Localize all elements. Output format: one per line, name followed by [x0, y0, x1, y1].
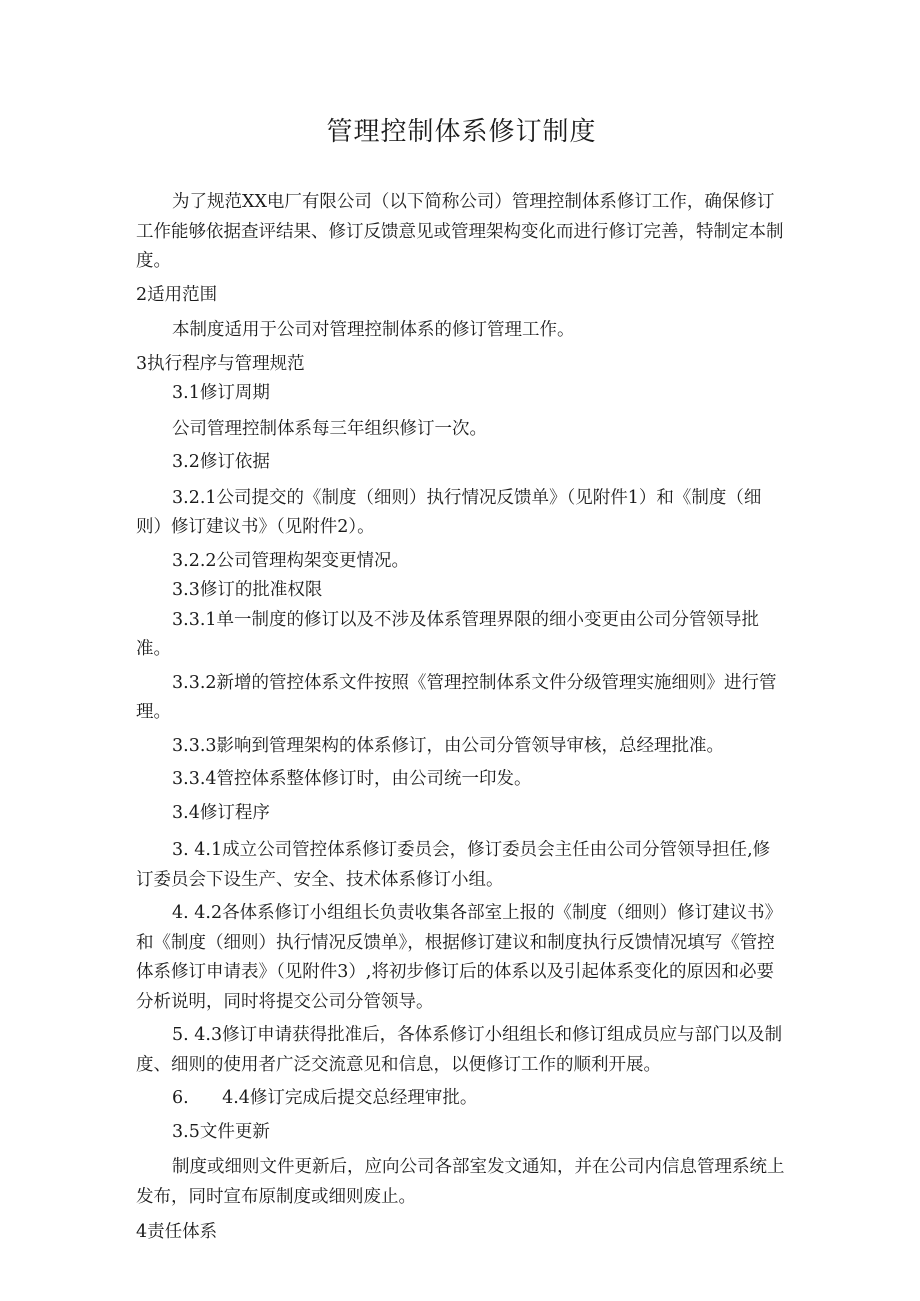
document-title: 管理控制体系修订制度 — [326, 117, 597, 147]
section-3-2-heading: 3.2修订依据 — [172, 452, 270, 472]
intro-paragraph: 为了规范XX电厂有限公司（以下简称公司）管理控制体系修订工作，确保修订工作能够依据查评结果、修订反馈意见或管理架构变化而进行修订完善，特制定本制度。 — [136, 192, 784, 271]
section-3-2-2: 3.2.2公司管理构架变更情况。 — [172, 550, 410, 571]
section-3-4-4: 6. 4.4修订完成后提交总经理审批。 — [172, 1088, 478, 1108]
section-2-body: 本制度适用于公司对管理控制体系的修订管理工作。 — [172, 320, 575, 340]
section-3-4-3: 5. 4.3修订申请获得批准后，各体系修订小组组长和修订组成员应与部门以及制度、细则的使用者广泛交流意见和信息，以便修订工作的顺利开展。 — [136, 1025, 783, 1075]
section-3-3-heading: 3.3修订的批准权限 — [172, 580, 323, 600]
section-3-3-2: 3.3.2新增的管控体系文件按照《管理控制体系文件分级管理实施细则》进行管理。 — [136, 672, 777, 722]
section-3-1-body: 公司管理控制体系每三年组织修订一次。 — [172, 418, 487, 439]
section-3-5-heading: 3.5文件更新 — [172, 1121, 270, 1142]
section-3-4-heading: 3.4修订程序 — [172, 802, 270, 823]
section-3-3-4: 3.3.4管控体系整体修订时，由公司统一印发。 — [172, 769, 532, 789]
section-4-heading: 4责任体系 — [136, 1222, 218, 1242]
section-3-2-1: 3.2.1公司提交的《制度（细则）执行情况反馈单》（见附件1）和《制度（细则）修订建议书》（见附件2）。 — [136, 487, 762, 537]
section-3-heading: 3执行程序与管理规范 — [136, 353, 305, 374]
section-3-3-3: 3.3.3影响到管理架构的体系修订，由公司分管领导审核，总经理批准。 — [172, 735, 725, 756]
section-3-5-body: 制度或细则文件更新后，应向公司各部室发文通知，并在公司内信息管理系统上发布，同时宣布原制度或细则废止。 — [136, 1157, 785, 1207]
section-3-3-1: 3.3.1单一制度的修订以及不涉及体系管理界限的细小变更由公司分管领导批准。 — [136, 609, 760, 659]
section-2-heading: 2适用范围 — [136, 284, 218, 305]
section-3-1-heading: 3.1修订周期 — [172, 383, 270, 403]
section-3-4-2: 4. 4.2各体系修订小组组长负责收集各部室上报的《制度（细则）修订建议书》和《制度（细则）执行情况反馈单》，根据修订建议和制度执行反馈情况填写《管控体系修订申请表》（见附件3）,将初步修订后的体系以及引起体系变化的原因和必要分析说明，同时将提交公司分管领导。 — [136, 903, 783, 1012]
section-3-4-1: 3. 4.1成立公司管控体系修订委员会，修订委员会主任由公司分管领导担任,修订委员会下设生产、安全、技术体系修订小组。 — [136, 840, 771, 890]
